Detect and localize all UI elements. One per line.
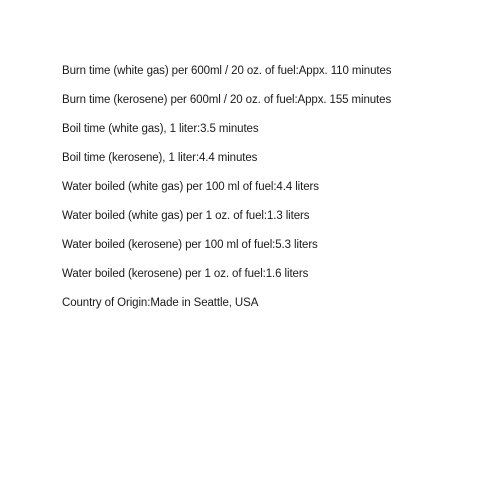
spec-value: 3.5 minutes — [200, 123, 259, 135]
spec-value: Made in Seattle, USA — [150, 297, 259, 309]
spec-label: Water boiled (kerosene) per 1 oz. of fuel: — [62, 268, 266, 280]
spec-label: Boil time (white gas), 1 liter: — [62, 123, 201, 135]
spec-label: Burn time (white gas) per 600ml / 20 oz. of fuel: — [62, 65, 299, 77]
spec-value: Appx. 110 minutes — [298, 65, 392, 77]
spec-row-water-white-gas-100ml — [62, 179, 391, 208]
spec-label: Water boiled (kerosene) per 100 ml of fuel: — [62, 239, 276, 251]
spec-value: 1.3 liters — [266, 210, 310, 222]
spec-label: Water boiled (white gas) per 100 ml of fuel: — [62, 181, 277, 193]
spec-row-water-kerosene-100ml — [62, 237, 391, 266]
spec-list — [62, 63, 391, 324]
spec-row-burn-kerosene — [62, 92, 391, 121]
spec-value: 4.4 minutes — [198, 152, 258, 164]
spec-row-country-of-origin — [62, 295, 391, 324]
spec-label: Burn time (kerosene) per 600ml / 20 oz. of fuel: — [62, 94, 298, 106]
spec-label: Country of Origin: — [62, 297, 151, 309]
spec-row-boil-white-gas — [62, 121, 391, 150]
spec-label: Water boiled (white gas) per 1 oz. of fuel: — [62, 210, 267, 222]
spec-row-burn-white-gas — [62, 63, 391, 92]
spec-value: Appx. 155 minutes — [297, 94, 392, 106]
spec-value: 5.3 liters — [275, 239, 318, 251]
spec-value: 1.6 liters — [265, 268, 309, 280]
spec-row-boil-kerosene — [62, 150, 391, 179]
spec-label: Boil time (kerosene), 1 liter: — [62, 152, 199, 164]
spec-value: 4.4 liters — [276, 181, 319, 193]
spec-row-water-white-gas-1oz — [62, 208, 391, 237]
spec-row-water-kerosene-1oz — [62, 266, 391, 295]
